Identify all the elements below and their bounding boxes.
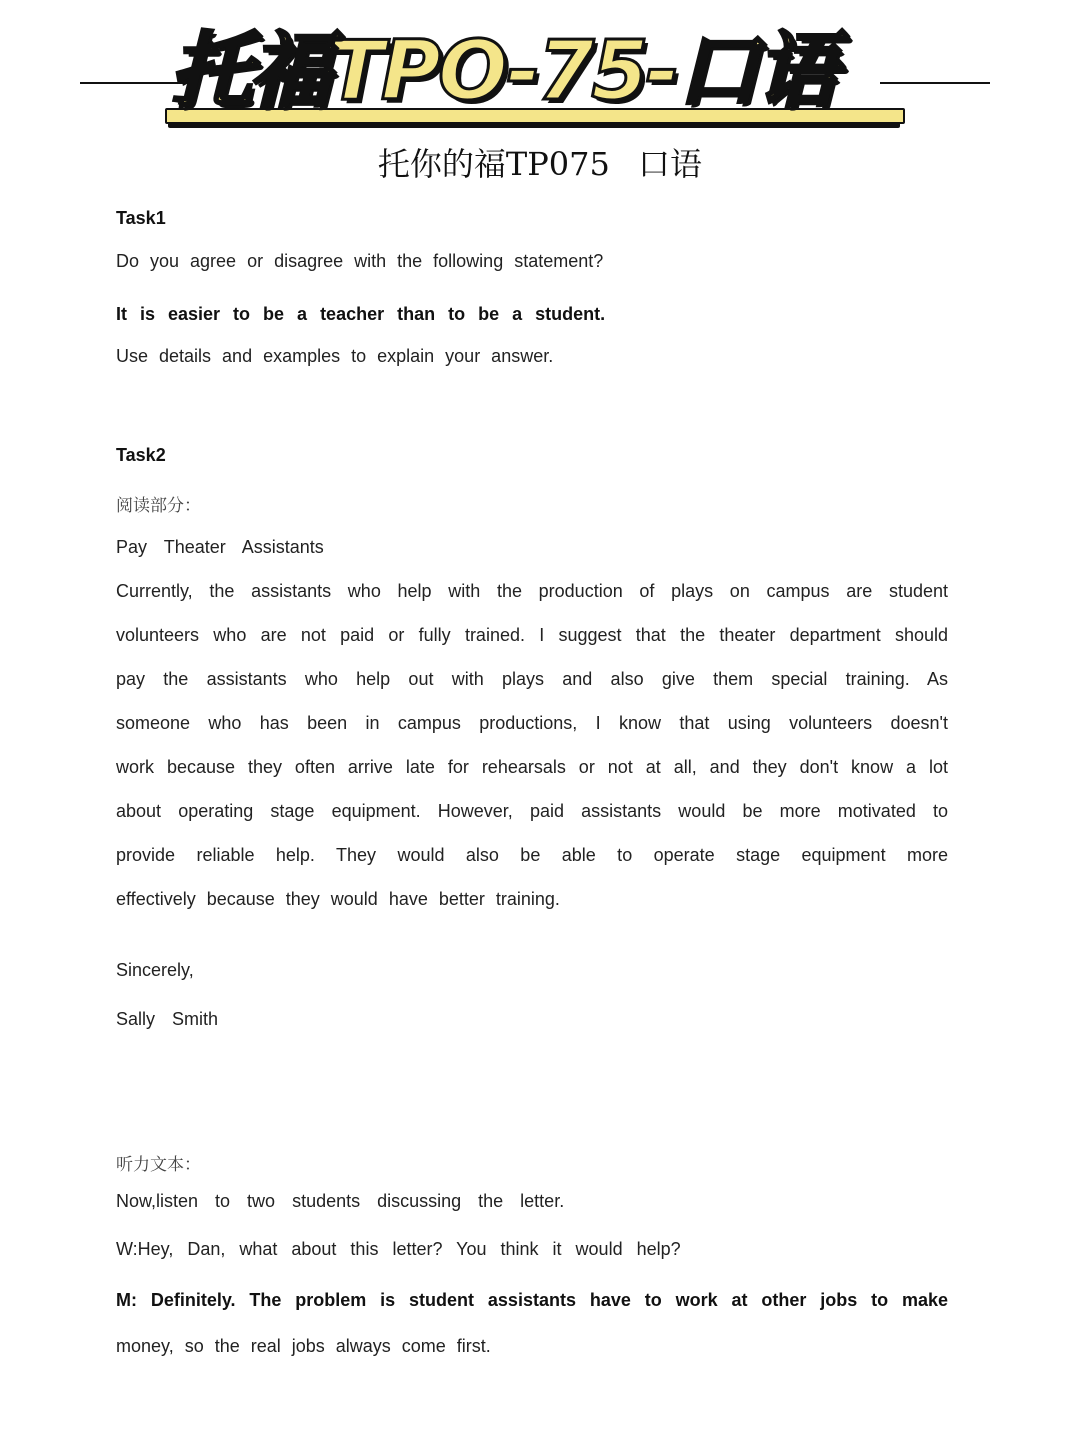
- listening-label: 听力文本：: [116, 1155, 201, 1175]
- task2-heading: Task2: [116, 445, 166, 465]
- letter-body: [116, 580, 948, 932]
- reading-label: 阅读部分：: [116, 496, 201, 516]
- man-line: M: Definitely. The problem is student assistants have to work at other jobs to make: [116, 1290, 948, 1310]
- letter-title: Pay Theater Assistants: [116, 537, 324, 557]
- task1-statement: It is easier to be a teacher than to be a student.: [116, 304, 606, 324]
- woman-line: W:Hey, Dan, what about this letter? You think it would help?: [116, 1239, 681, 1259]
- letter-line: volunteers who are not paid or fully trained. I suggest that the theater department should: [116, 625, 948, 645]
- letter-line: Currently, the assistants who help with the production of plays on campus are student: [116, 581, 948, 601]
- letter-line: about operating stage equipment. However, paid assistants would be more motivated to: [116, 801, 948, 821]
- task1-instruction: Use details and examples to explain your answer.: [116, 346, 554, 366]
- letter-line: work because they often arrive late for rehearsals or not at all, and they don't know a lot: [116, 757, 948, 777]
- title-banner: [0, 0, 1080, 140]
- letter-signature: Sally Smith: [116, 1009, 219, 1029]
- letter-line: pay the assistants who help out with plays and also give them special training. As: [116, 669, 948, 689]
- page-subtitle: 托你的福TP075 口语: [377, 145, 703, 183]
- letter-line: someone who has been in campus productions, I know that using volunteers doesn't: [116, 713, 948, 733]
- task1-heading: Task1: [116, 208, 166, 228]
- letter-closing: Sincerely,: [116, 960, 194, 980]
- man-line: money, so the real jobs always come first.: [116, 1336, 491, 1356]
- man-dialogue: [116, 1289, 948, 1379]
- task1-prompt: Do you agree or disagree with the following statement?: [116, 251, 604, 271]
- letter-line: effectively because they would have better training.: [116, 889, 560, 909]
- listening-intro: Now,listen to two students discussing the letter.: [116, 1191, 565, 1211]
- letter-line: provide reliable help. They would also be able to operate stage equipment more: [116, 845, 948, 865]
- banner-title: 托福TPO-75-口语: [170, 24, 835, 119]
